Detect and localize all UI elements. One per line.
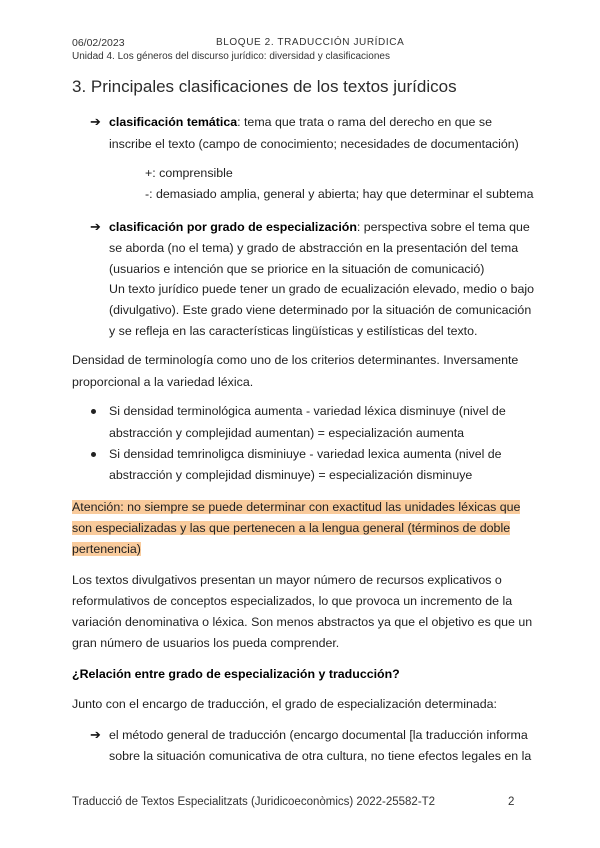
- attention-line1: [72, 497, 520, 518]
- together-line: Junto con el encargo de traducción, el grado de especialización determinada:: [72, 697, 497, 711]
- item2-line5: (divulgativo). Este grado viene determinado por la situación de comunicación: [109, 303, 532, 317]
- bullet-icon: [91, 452, 96, 457]
- section-title: 3. Principales clasificaciones de los textos jurídicos: [72, 77, 457, 96]
- bullet2-line2: abstracción y complejidad disminuye) = especialización disminuye: [109, 468, 473, 482]
- arrow-bullet-icon: ➔: [90, 114, 101, 129]
- arrow-bullet-icon: ➔: [90, 727, 101, 742]
- item3-line1: el método general de traducción (encargo documental [la traducción informa: [109, 728, 528, 742]
- attention-highlight-3: pertenencia): [72, 542, 141, 556]
- bullet1-line2: abstracción y complejidad aumentan) = especialización aumenta: [109, 426, 465, 440]
- item1-text: : tema que trata o rama del derecho en que se: [237, 115, 492, 129]
- divulgative-line4: gran número de usuarios los pueda comprender.: [72, 636, 340, 650]
- density-line1: Densidad de terminología como uno de los criterios determinantes. Inversamente: [72, 353, 519, 367]
- item1-bold: clasificación temática: [109, 115, 238, 129]
- attention-line3: [72, 539, 141, 560]
- item2-line3: (usuarios e intención que se priorice en la situación de comunicació): [109, 262, 485, 276]
- header-unit-title: Unidad 4. Los géneros del discurso jurídico: diversidad y clasificaciones: [72, 51, 390, 62]
- bullet-icon: [91, 409, 96, 414]
- item2-line2: se aborda (no el tema) y grado de abstracción en la presentación del tema: [109, 241, 519, 255]
- bullet2-line1: Si densidad temrinoligca disminiuye - variedad lexica aumenta (nivel de: [109, 447, 502, 461]
- item2-line6: y se refleja en las características lingüísticas y estilísticas del texto.: [109, 324, 478, 338]
- divulgative-line2: reformulativos de conceptos especializados, lo que provoca un incremento de la: [72, 594, 513, 608]
- attention-line2: [72, 518, 510, 539]
- arrow-bullet-icon: ➔: [90, 219, 101, 234]
- density-line2: proporcional a la variedad léxica.: [72, 375, 254, 389]
- header-date: 06/02/2023: [72, 37, 125, 49]
- attention-highlight-1: Atención: no siempre se puede determinar con exactitud las unidades léxicas que: [72, 500, 521, 514]
- item1-plus: +: comprensible: [145, 166, 233, 180]
- item1-minus: -: demasiado amplia, general y abierta; hay que determinar el subtema: [145, 187, 534, 201]
- item2-line4: Un texto jurídico puede tener un grado de ecualización elevado, medio o bajo: [109, 282, 535, 296]
- bullet1-line1: Si densidad terminológica aumenta - variedad léxica disminuye (nivel de: [109, 404, 506, 418]
- footer-course: Traducció de Textos Especialitzats (Juridicoeconòmics) 2022-25582-T2: [72, 796, 436, 808]
- item3-line2: sobre la situación comunicativa de otra cultura, no tiene efectos legales en la: [109, 749, 532, 763]
- attention-highlight-2: son especializadas y las que pertenecen a la lengua general (términos de doble: [72, 521, 511, 535]
- question-heading: [72, 664, 400, 685]
- header-block-title: BLOQUE 2. TRADUCCIÓN JURÍDICA: [216, 37, 405, 48]
- item2-line1: [109, 217, 530, 238]
- question-text: ¿Relación entre grado de especialización y traducción?: [72, 667, 400, 681]
- divulgative-line1: Los textos divulgativos presentan un mayor número de recursos explicativos o: [72, 573, 502, 587]
- page-number: 2: [508, 796, 515, 808]
- divulgative-line3: variación denominativa o léxica. Son menos abstractos ya que el objetivo es que un: [72, 615, 533, 629]
- item1-line1: [109, 112, 492, 133]
- item1-line2: inscribe el texto (campo de conocimiento; necesidades de documentación): [109, 137, 519, 151]
- item2-bold: clasificación por grado de especialización: [109, 220, 357, 234]
- item2-text: : perspectiva sobre el tema que: [356, 220, 530, 234]
